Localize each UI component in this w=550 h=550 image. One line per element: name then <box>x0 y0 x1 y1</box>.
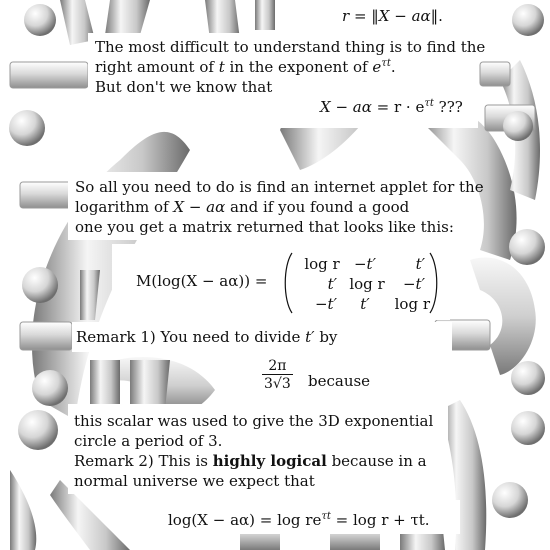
paragraph-1-line-3: But don't we know that <box>95 78 273 96</box>
top-formula: r = ‖X − aα‖. <box>342 7 443 25</box>
matrix-cell-3-3: log r <box>394 295 430 313</box>
paragraph-1-equation: $X - a\alpha = r \cdot e^{\tau t}$ ??? <box>320 98 463 116</box>
remark-2-line-2: normal universe we expect that <box>74 472 315 490</box>
remark-1-line-3: this scalar was used to give the 3D exponential <box>74 412 434 430</box>
remark-1-line-1: Remark 1) You need to divide t′ by <box>76 328 338 346</box>
remark-1-because: because <box>308 372 371 390</box>
matrix-cell-2-2: log r <box>349 275 385 293</box>
matrix-cell-2-3: −t′ <box>402 275 425 293</box>
remark-1-fraction: $\frac{2\pi}{3√3}$ <box>264 358 291 392</box>
remark-1-line-4: circle a period of 3. <box>74 432 223 450</box>
remark-2-line-1: Remark 2) This is highly logical because in a <box>74 452 427 470</box>
paragraph-1-line-2: right amount of t in the exponent of $e^{\tau t}$. <box>95 58 396 76</box>
matrix-cell-1-3: t′ <box>415 255 425 273</box>
matrix-cell-2-1: t′ <box>327 275 337 293</box>
matrix-cell-1-2: −t′ <box>353 255 376 273</box>
matrix-cell-3-2: t′ <box>360 295 370 313</box>
matrix-cell-1-1: log r <box>304 255 340 273</box>
paragraph-2-line-1: So all you need to do is find an internet applet for the <box>75 178 484 196</box>
paragraph-2-line-2: logarithm of X − aα and if you found a good <box>75 198 410 216</box>
paragraph-2-line-3: one you get a matrix returned that looks like this: <box>75 218 454 236</box>
matrix-cell-3-1: −t′ <box>314 295 337 313</box>
matrix-lhs: M(log(X − aα)) = <box>136 272 268 290</box>
remark-2-equation: $\log(X - a\alpha) = \log re^{\tau t} = \log r + \tau t$. <box>168 511 430 529</box>
paragraph-1-line-1: The most difficult to understand thing is to find the <box>95 38 486 56</box>
